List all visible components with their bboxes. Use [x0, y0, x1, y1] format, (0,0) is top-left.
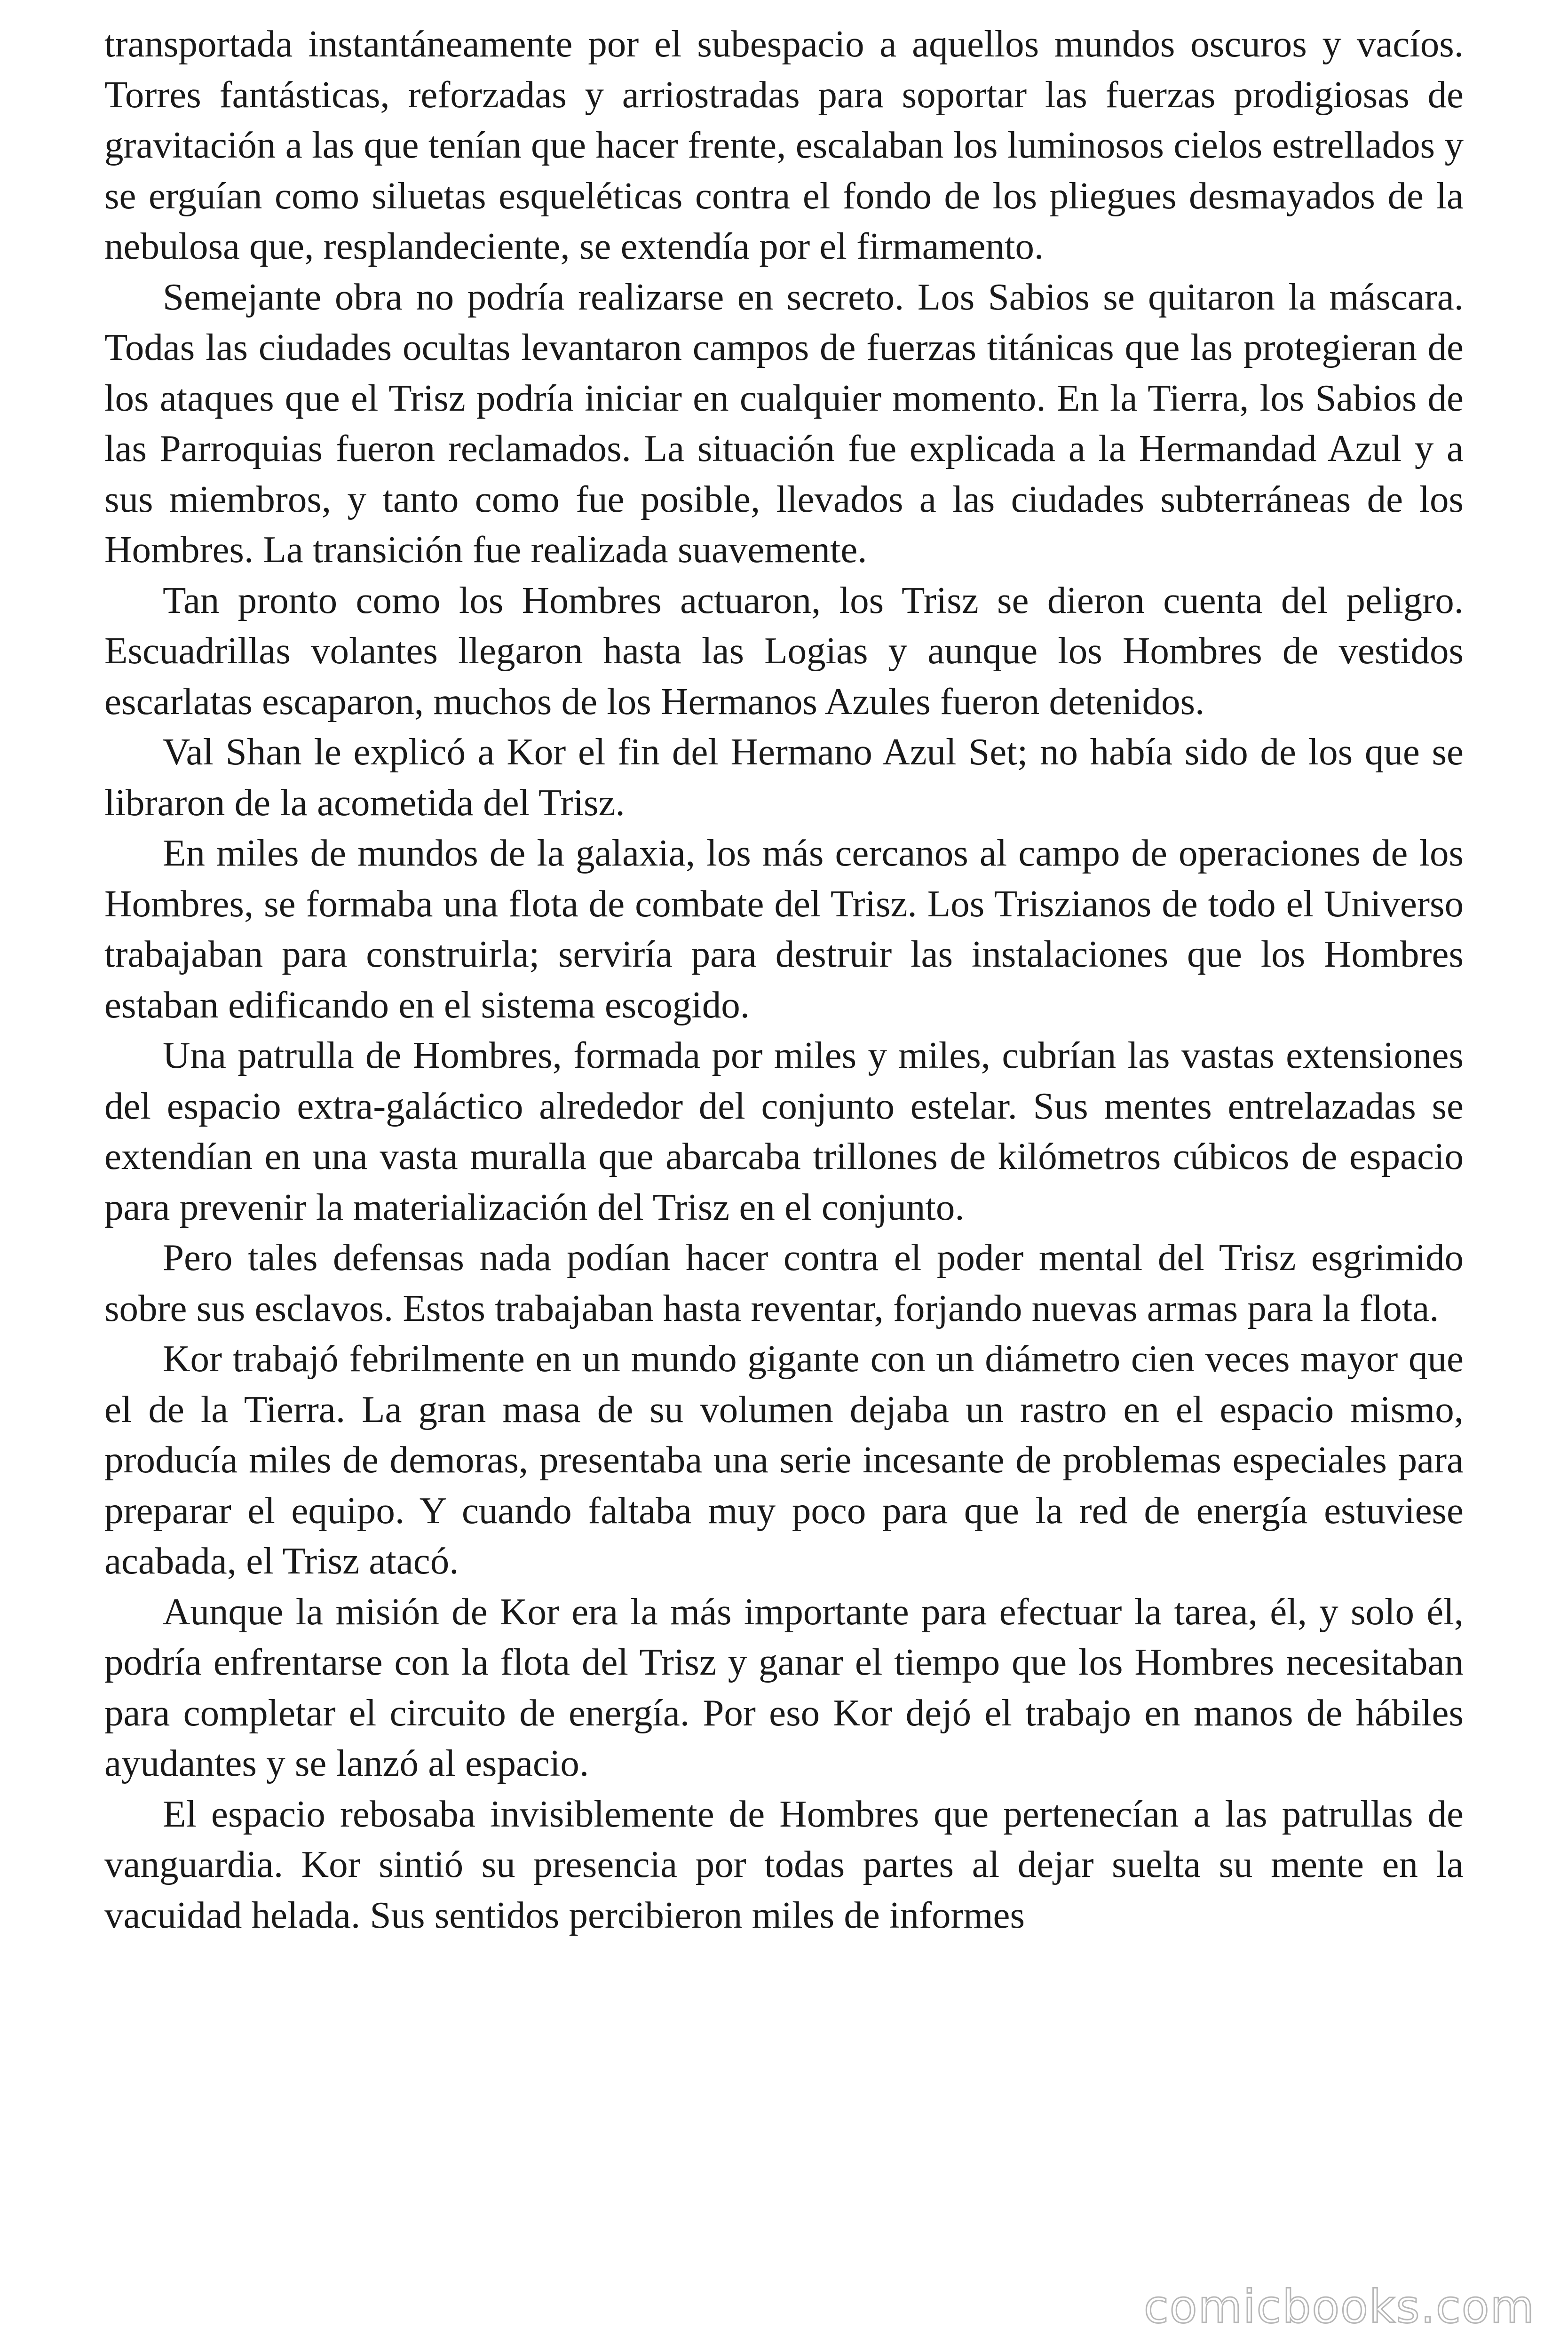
paragraph-5: En miles de mundos de la galaxia, los más cercanos al campo de operaciones de los Hombres, se formaba una flota de combate del Trisz. Los Triszianos de todo el Universo trabajaban para construirla; serviría para destruir las instalaciones que los Hombres estaban edificando en el sistema escogido.	[104, 832, 1464, 1026]
paragraph-1: transportada instantáneamente por el subespacio a aquellos mundos oscuros y vacíos. Torres fantásticas, reforzadas y arriostradas para soportar las fuerzas prodigiosas de gravitación a las que tenían que hacer frente, escalaban los luminosos cielos estrellados y se erguían como siluetas esqueléticas contra el fondo de los pliegues desmayados de la nebulosa que, resplandeciente, se extendía por el firmamento.	[104, 23, 1464, 267]
page-body	[104, 19, 1464, 1940]
paragraph-9: Aunque la misión de Kor era la más importante para efectuar la tarea, él, y solo él, podría enfrentarse con la flota del Trisz y ganar el tiempo que los Hombres necesitaban para completar el circuito de energía. Por eso Kor dejó el trabajo en manos de hábiles ayudantes y se lanzó al espacio.	[104, 1590, 1464, 1784]
paragraph-7: Pero tales defensas nada podían hacer contra el poder mental del Trisz esgrimido sobre sus esclavos. Estos trabajaban hasta reventar, forjando nuevas armas para la flota.	[104, 1236, 1464, 1329]
paragraph-8: Kor trabajó febrilmente en un mundo gigante con un diámetro cien veces mayor que el de la Tierra. La gran masa de su volumen dejaba un rastro en el espacio mismo, producía miles de demoras, presentaba una serie incesante de problemas especiales para preparar el equipo. Y cuando faltaba muy poco para que la red de energía estuviese acabada, el Trisz atacó.	[104, 1337, 1464, 1582]
paragraph-6: Una patrulla de Hombres, formada por miles y miles, cubrían las vastas extensiones del espacio extra-galáctico alrededor del conjunto estelar. Sus mentes entrelazadas se extendían en una vasta muralla que abarcaba trillones de kilómetros cúbicos de espacio para prevenir la materialización del Trisz en el conjunto.	[104, 1034, 1464, 1228]
paragraph-2: Semejante obra no podría realizarse en secreto. Los Sabios se quitaron la máscara. Todas las ciudades ocultas levantaron campos de fuerzas titánicas que las protegieran de los ataques que el Trisz podría iniciar en cualquier momento. En la Tierra, los Sabios de las Parroquias fueron reclamados. La situación fue explicada a la Hermandad Azul y a sus miembros, y tanto como fue posible, llevados a las ciudades subterráneas de los Hombres. La transición fue realizada suavemente.	[104, 275, 1464, 571]
watermark: comicbooks.com	[1143, 2280, 1535, 2333]
paragraph-3: Tan pronto como los Hombres actuaron, los Trisz se dieron cuenta del peligro. Escuadrillas volantes llegaron hasta las Logias y aunque los Hombres de vestidos escarlatas escaparon, muchos de los Hermanos Azules fueron detenidos.	[104, 579, 1464, 723]
paragraph-10: El espacio rebosaba invisiblemente de Hombres que pertenecían a las patrullas de vanguardia. Kor sintió su presencia por todas partes al dejar suelta su mente en la vacuidad helada. Sus sentidos percibieron miles de informes	[104, 1792, 1464, 1936]
paragraph-4: Val Shan le explicó a Kor el fin del Hermano Azul Set; no había sido de los que se libraron de la acometida del Trisz.	[104, 731, 1464, 824]
